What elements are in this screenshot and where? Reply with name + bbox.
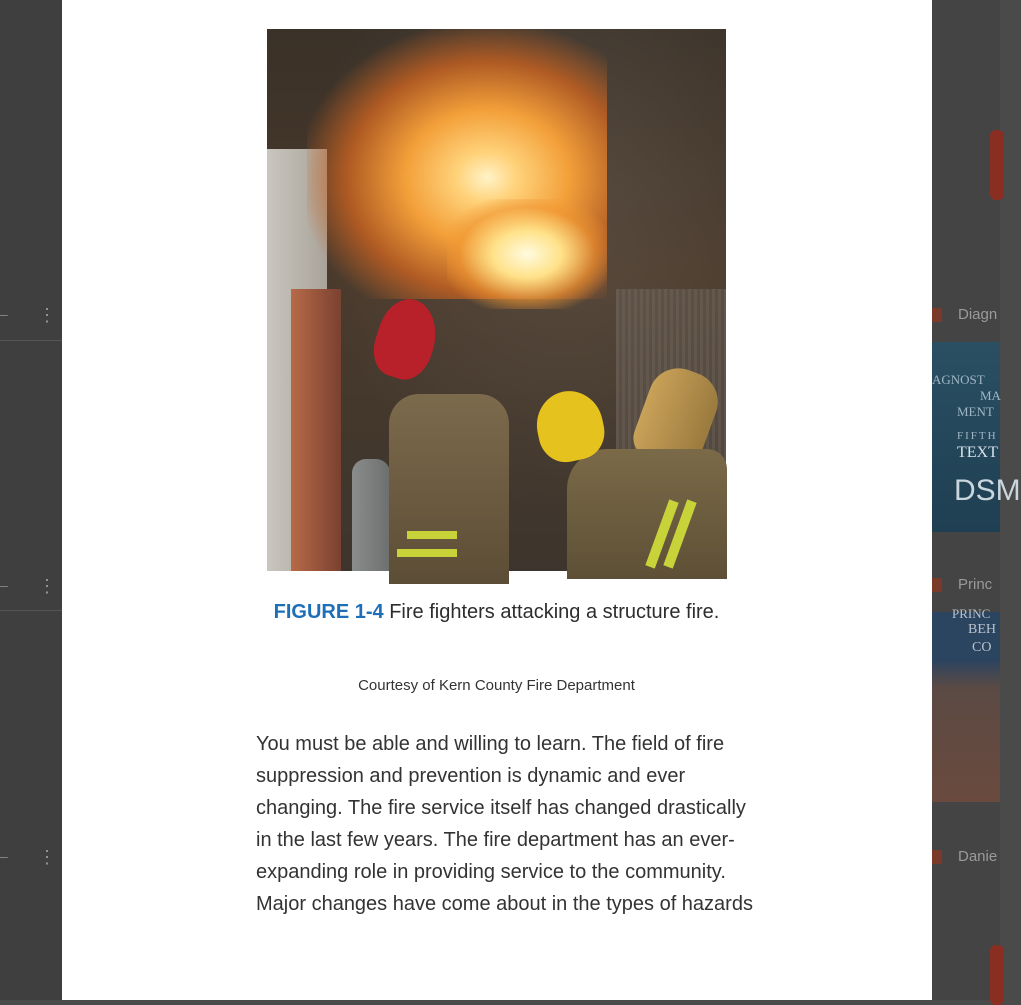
more-options-icon[interactable]: ⋮ xyxy=(38,576,56,596)
row-dash: – xyxy=(0,577,8,593)
row-divider xyxy=(0,610,62,611)
figure-caption xyxy=(267,596,726,628)
book-cover[interactable]: PRINC BEH CO xyxy=(932,612,1000,802)
body-paragraph: You must be able and willing to learn. The field of fire suppression and prevention is dynamic and ever changing. The fire service itself has changed drastically in the last few years. The fire department has an ever-expanding role in providing service to the community. Major changes have come about in the types of hazards xyxy=(256,733,753,915)
figure-credit: Courtesy of Kern County Fire Department xyxy=(358,677,635,694)
reader-page xyxy=(62,0,932,1000)
background-accent xyxy=(990,130,1004,200)
photo-firefighter-red-helmet xyxy=(377,299,517,571)
row-divider xyxy=(0,340,62,341)
background-accent xyxy=(990,945,1004,1005)
figure-label: FIGURE 1-4 xyxy=(273,601,384,623)
book-cover[interactable]: AGNOST MA MENT FIFTH TEXT DSM xyxy=(932,342,1000,532)
more-options-icon[interactable]: ⋮ xyxy=(38,847,56,867)
row-dash: – xyxy=(0,848,8,864)
list-item-title[interactable]: Diagn xyxy=(958,306,998,323)
list-item-title[interactable]: Princ xyxy=(958,576,993,593)
firefighters-photo xyxy=(267,29,726,571)
figure-caption-text: Fire fighters attacking a structure fire. xyxy=(389,601,720,623)
more-options-icon[interactable]: ⋮ xyxy=(38,305,56,325)
row-dash: – xyxy=(0,306,8,322)
list-item-title[interactable]: Danie xyxy=(958,848,998,865)
photo-flames-core xyxy=(447,199,607,309)
photo-firefighter-yellow-helmet xyxy=(537,369,727,571)
